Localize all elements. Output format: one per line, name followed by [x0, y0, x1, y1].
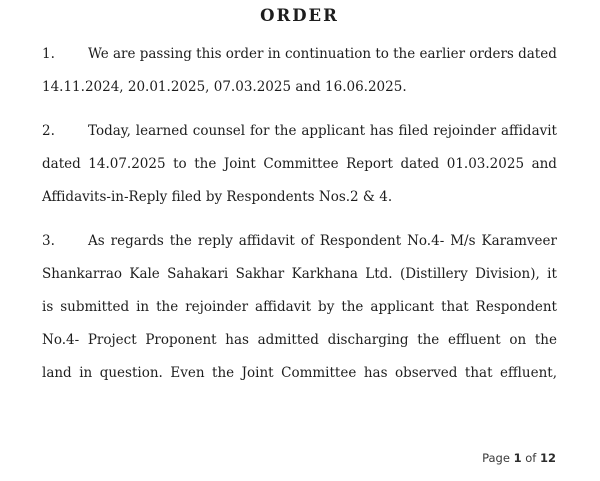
- page-footer: [482, 451, 556, 465]
- word: Joint: [241, 365, 274, 381]
- word: filed: [398, 123, 429, 139]
- word: that: [441, 299, 469, 315]
- word: reply: [197, 233, 233, 249]
- word: regards: [110, 233, 164, 249]
- word: is: [42, 299, 54, 315]
- word: the: [169, 233, 192, 249]
- word: Sakhar: [235, 266, 285, 282]
- word: land: [42, 365, 72, 381]
- paragraph-2: [42, 115, 557, 214]
- word: the: [156, 299, 179, 315]
- word: by: [318, 299, 335, 315]
- footer-page-number: 1: [513, 451, 522, 465]
- word: admitted: [257, 332, 319, 348]
- word: We: [88, 46, 109, 62]
- word: has: [225, 332, 249, 348]
- word: in: [79, 365, 93, 381]
- word: in: [136, 299, 150, 315]
- word: earlier: [419, 46, 466, 62]
- word: Kale: [129, 266, 160, 282]
- word: Karamveer: [481, 233, 557, 249]
- document-content: [42, 4, 557, 401]
- paragraph-line: [42, 148, 557, 181]
- paragraph-number: 1.: [42, 46, 55, 62]
- word: applicant: [370, 299, 435, 315]
- paragraph-1: [42, 38, 557, 104]
- word: this: [196, 46, 222, 62]
- order-title: ORDER: [260, 6, 339, 25]
- paragraph-line: [42, 357, 557, 390]
- paragraph-line: [42, 225, 557, 258]
- word: discharging: [327, 332, 409, 348]
- paragraph-line: [42, 38, 557, 71]
- word: Committee: [263, 156, 339, 172]
- word: dated: [42, 156, 81, 172]
- word: effluent: [447, 332, 501, 348]
- word: affidavit: [255, 299, 312, 315]
- word: No.4-: [42, 332, 80, 348]
- word: orders: [469, 46, 514, 62]
- line-text: 14.11.2024, 20.01.2025, 07.03.2025 and 16.06.2025.: [42, 79, 407, 95]
- word: the: [274, 123, 297, 139]
- paragraph-line: [42, 258, 557, 291]
- word: Division),: [475, 266, 540, 282]
- word: the: [341, 299, 364, 315]
- word: As: [88, 233, 105, 249]
- word: the: [194, 156, 217, 172]
- word: to: [173, 156, 187, 172]
- footer-total-pages: 12: [539, 451, 556, 465]
- word: counsel: [192, 123, 246, 139]
- word: learned: [135, 123, 188, 139]
- word: affidavit: [238, 233, 295, 249]
- word: and: [531, 156, 557, 172]
- word: the: [417, 332, 440, 348]
- word: (Distillery: [399, 266, 468, 282]
- word: the: [393, 46, 416, 62]
- word: Shankarrao: [42, 266, 122, 282]
- paragraph-number: 2.: [42, 123, 55, 139]
- footer-page-label: Page: [482, 451, 510, 465]
- word: Karkhana: [291, 266, 358, 282]
- paragraph-number: 3.: [42, 233, 55, 249]
- word: observed: [395, 365, 458, 381]
- word: passing: [139, 46, 192, 62]
- word: Respondent: [319, 233, 402, 249]
- word: the: [212, 365, 235, 381]
- word: affidavit: [500, 123, 557, 139]
- word: that: [464, 365, 493, 381]
- word: to: [375, 46, 389, 62]
- word: Even: [170, 365, 205, 381]
- word: in: [267, 46, 281, 62]
- paragraph-line: [42, 181, 557, 214]
- paragraph-line: [42, 115, 557, 148]
- paragraph-line: [42, 71, 557, 104]
- word: No.4-: [407, 233, 445, 249]
- word: Ltd.: [365, 266, 393, 282]
- word: Sahakari: [167, 266, 229, 282]
- word: of: [300, 233, 314, 249]
- word: Committee: [281, 365, 357, 381]
- word: has: [369, 123, 394, 139]
- word: Report: [346, 156, 393, 172]
- footer-of-label: of: [525, 451, 537, 465]
- word: Today,: [88, 123, 131, 139]
- word: question.: [99, 365, 163, 381]
- paragraph-line: [42, 324, 557, 357]
- word: 14.07.2025: [88, 156, 166, 172]
- word: order: [225, 46, 264, 62]
- word: 01.03.2025: [446, 156, 525, 172]
- word: has: [363, 365, 388, 381]
- word: dated: [518, 46, 557, 62]
- line-text: Affidavits-in-Reply filed by Respondents Nos.2 & 4.: [42, 189, 393, 205]
- word: Project: [87, 332, 137, 348]
- word: effluent,: [500, 365, 557, 381]
- word: on: [509, 332, 527, 348]
- paragraph-line: [42, 291, 557, 324]
- word: submitted: [60, 299, 130, 315]
- word: it: [547, 266, 557, 282]
- word: Proponent: [145, 332, 217, 348]
- word: Respondent: [475, 299, 557, 315]
- order-paragraphs: [42, 38, 557, 390]
- paragraph-3: [42, 225, 557, 390]
- word: applicant: [301, 123, 366, 139]
- word: are: [113, 46, 136, 62]
- word: the: [534, 332, 557, 348]
- word: Joint: [223, 156, 256, 172]
- word: continuation: [284, 46, 372, 62]
- word: M/s: [450, 233, 476, 249]
- word: dated: [400, 156, 440, 172]
- word: for: [249, 123, 270, 139]
- word: rejoinder: [433, 123, 497, 139]
- word: rejoinder: [185, 299, 249, 315]
